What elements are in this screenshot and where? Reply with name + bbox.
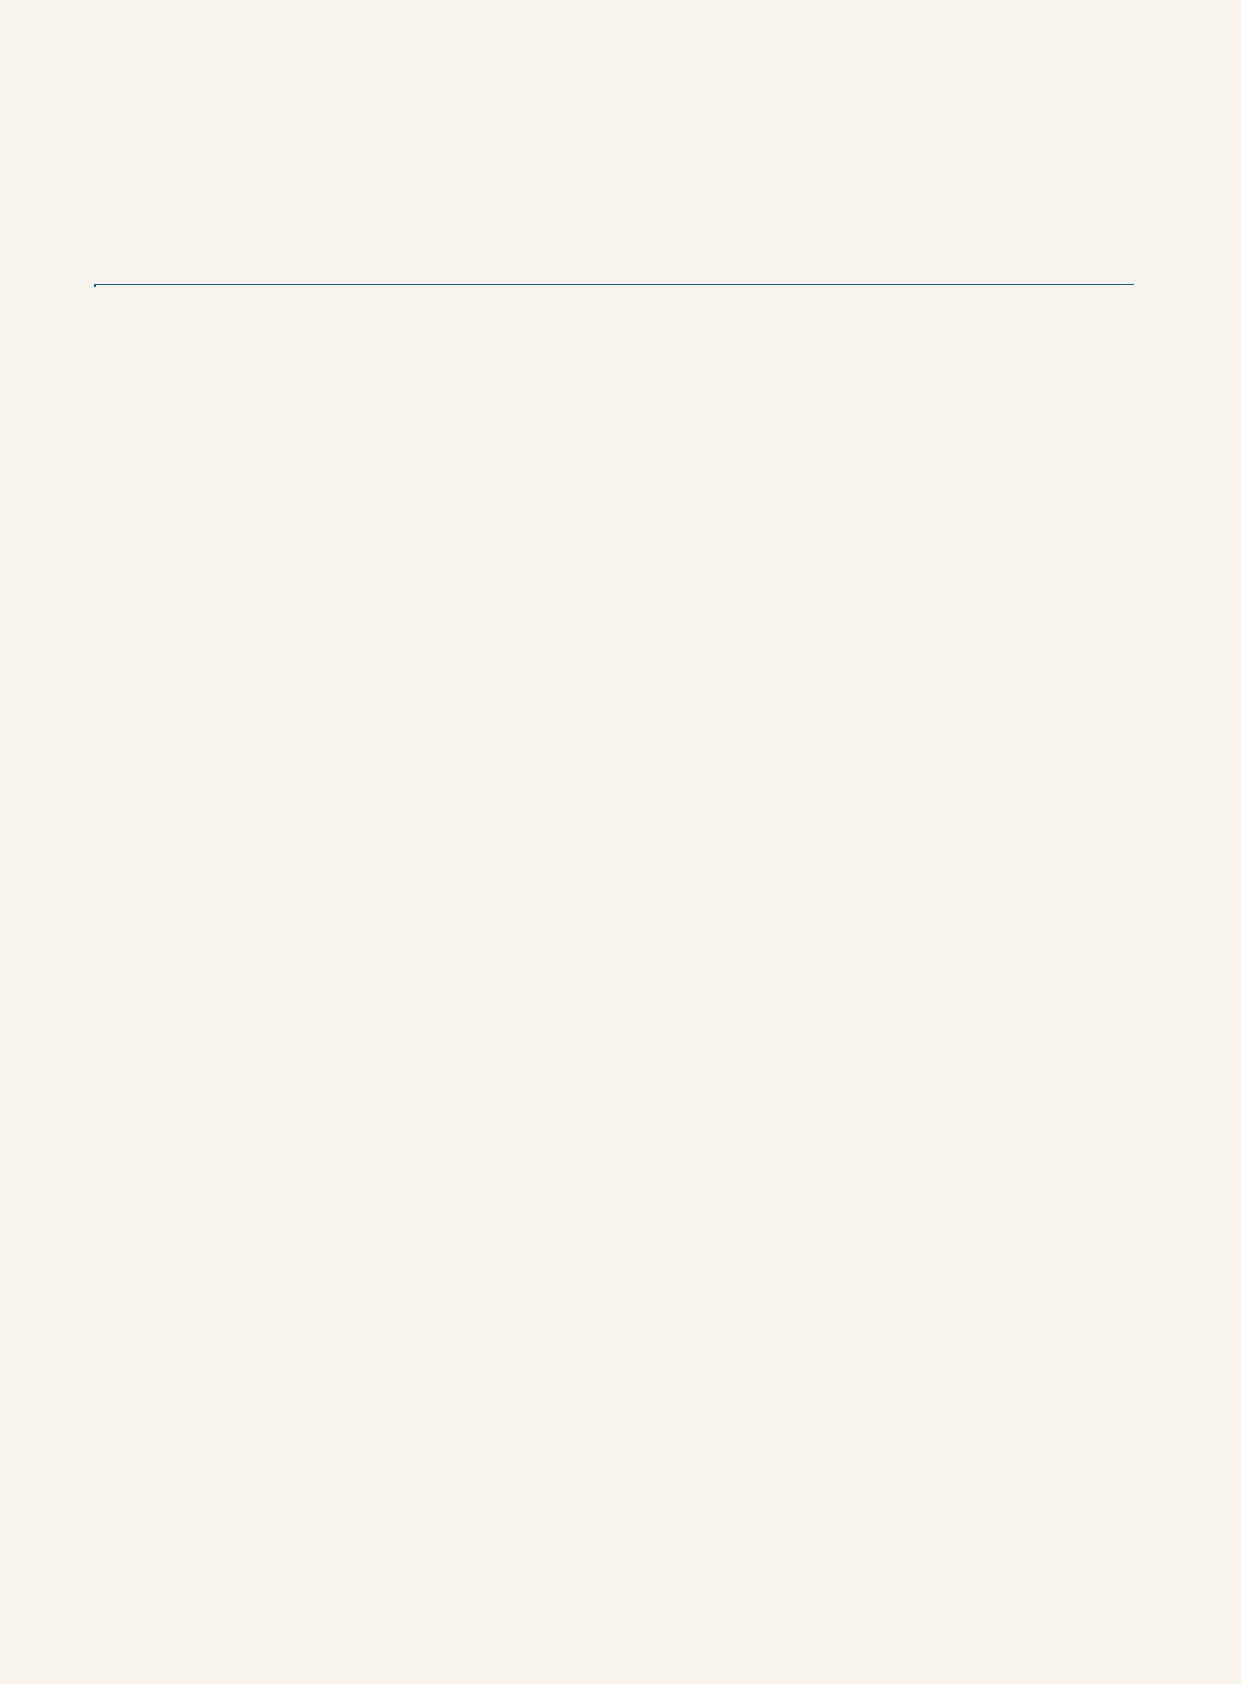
table-header-row: [94, 278, 1134, 285]
highlight-box: [94, 285, 96, 287]
section-title: [94, 233, 98, 257]
notes-section: [94, 970, 1134, 1026]
column-header: [757, 278, 851, 285]
reserves-table-container: [94, 278, 1134, 285]
column-header: [1040, 278, 1134, 285]
column-header: [851, 278, 945, 285]
column-header: [945, 278, 1039, 285]
column-header: [662, 278, 756, 285]
column-header: [568, 278, 662, 285]
reserves-table: [94, 278, 1134, 285]
header-label-cell: [94, 278, 568, 285]
